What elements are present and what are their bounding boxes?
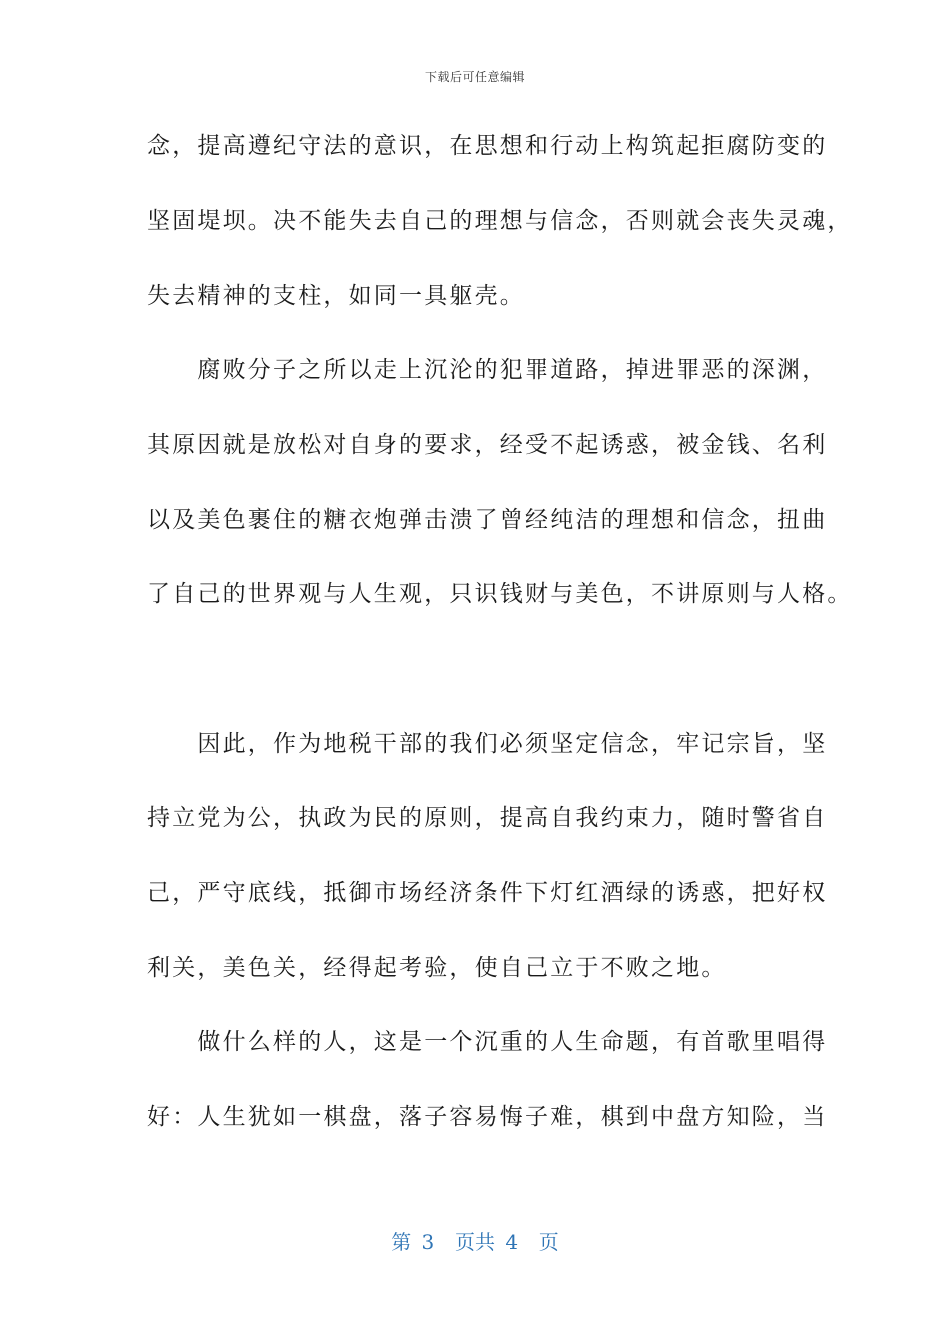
text-line: 做什么样的人，这是一个沉重的人生命题，有首歌里唱得 xyxy=(147,1029,828,1055)
text-line: 了自己的世界观与人生观，只识钱财与美色，不讲原则与人格。 xyxy=(147,581,853,607)
text-line: 己，严守底线，抵御市场经济条件下灯红酒绿的诱惑，把好权 xyxy=(147,880,828,906)
text-line: 以及美色裹住的糖衣炮弹击溃了曾经纯洁的理想和信念，扭曲 xyxy=(147,507,828,533)
text-line: 念，提高遵纪守法的意识，在思想和行动上构筑起拒腐防变的 xyxy=(147,133,828,159)
text-line: 持立党为公，执政为民的原则，提高自我约束力，随时警省自 xyxy=(147,805,828,831)
text-line: 因此，作为地税干部的我们必须坚定信念，牢记宗旨，坚 xyxy=(147,731,828,757)
page-number-footer xyxy=(0,1226,950,1255)
text-line: 坚固堤坝。决不能失去自己的理想与信念，否则就会丧失灵魂， xyxy=(147,208,853,234)
text-line: 利关，美色关，经得起考验，使自己立于不败之地。 xyxy=(147,955,727,981)
text-line: 好：人生犹如一棋盘，落子容易悔子难，棋到中盘方知险，当 xyxy=(147,1104,828,1130)
text-line: 失去精神的支柱，如同一具躯壳。 xyxy=(147,283,525,309)
header-note: 下载后可任意编辑 xyxy=(424,70,525,84)
page-number-text: 第 3 页共 4 页 xyxy=(391,1230,559,1254)
text-line: 腐败分子之所以走上沉沦的犯罪道路，掉进罪恶的深渊， xyxy=(147,357,828,383)
text-line: 其原因就是放松对自身的要求，经受不起诱惑，被金钱、名利 xyxy=(147,432,828,458)
